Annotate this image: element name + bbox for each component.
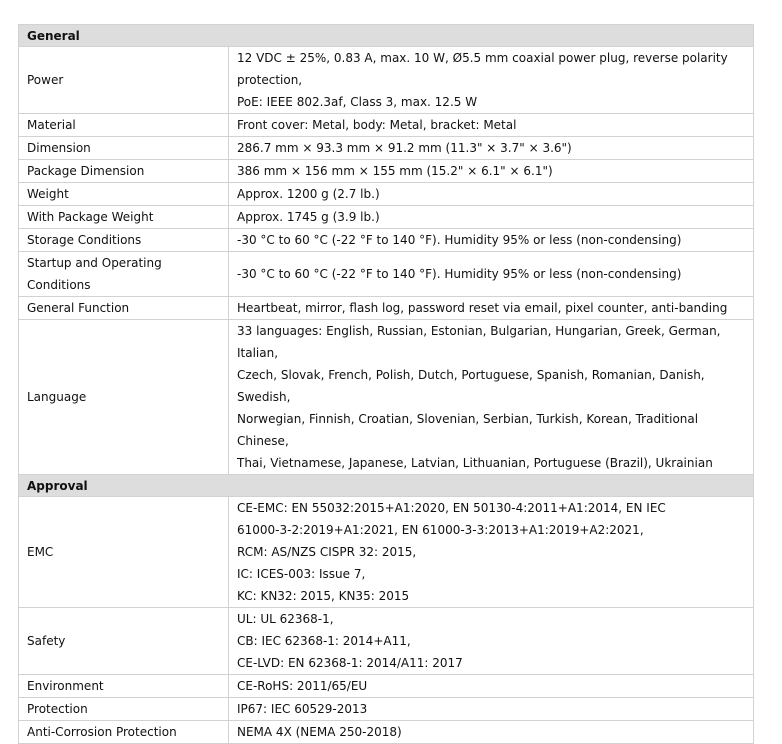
spec-row <box>19 160 754 183</box>
spec-row <box>19 297 754 320</box>
spec-value-line: Thai, Vietnamese, Japanese, Latvian, Lithuanian, Portuguese (Brazil), Ukrainian <box>237 456 713 470</box>
spec-label: Material <box>19 114 229 137</box>
spec-value <box>229 698 754 721</box>
spec-label: Anti-Corrosion Protection <box>19 721 229 744</box>
spec-value-line: CE-LVD: EN 62368-1: 2014/A11: 2017 <box>237 656 463 670</box>
spec-value-line: -30 °C to 60 °C (-22 °F to 140 °F). Humidity 95% or less (non-condensing) <box>237 267 682 281</box>
spec-value-line: UL: UL 62368-1, <box>237 612 334 626</box>
spec-row <box>19 721 754 744</box>
spec-value <box>229 675 754 698</box>
spec-row <box>19 320 754 475</box>
spec-value-line: 12 VDC ± 25%, 0.83 A, max. 10 W, Ø5.5 mm coaxial power plug, reverse polarity <box>237 51 728 65</box>
spec-label: With Package Weight <box>19 206 229 229</box>
spec-row <box>19 698 754 721</box>
spec-value <box>229 160 754 183</box>
spec-value-line: Front cover: Metal, body: Metal, bracket: Metal <box>237 118 517 132</box>
spec-value <box>229 320 754 475</box>
spec-label: Safety <box>19 608 229 675</box>
spec-value-line: 61000-3-2:2019+A1:2021, EN 61000-3-3:2013+A1:2019+A2:2021, <box>237 523 644 537</box>
spec-row <box>19 497 754 608</box>
spec-row <box>19 183 754 206</box>
spec-value <box>229 297 754 320</box>
spec-value <box>229 252 754 297</box>
spec-value <box>229 608 754 675</box>
spec-table <box>18 24 754 744</box>
spec-row <box>19 206 754 229</box>
spec-value-line: IC: ICES-003: Issue 7, <box>237 567 366 581</box>
spec-label: Protection <box>19 698 229 721</box>
spec-label-line: Startup and Operating <box>27 256 162 270</box>
section-title: General <box>19 25 754 47</box>
spec-row <box>19 608 754 675</box>
spec-row <box>19 47 754 114</box>
spec-value-line: PoE: IEEE 802.3af, Class 3, max. 12.5 W <box>237 95 478 109</box>
spec-value <box>229 206 754 229</box>
spec-value <box>229 183 754 206</box>
section-title: Approval <box>19 475 754 497</box>
spec-label: Dimension <box>19 137 229 160</box>
spec-value <box>229 497 754 608</box>
spec-value <box>229 114 754 137</box>
spec-table-body <box>19 25 754 744</box>
section-header-row <box>19 25 754 47</box>
spec-label <box>19 252 229 297</box>
spec-label-line: Conditions <box>27 278 91 292</box>
spec-value-line: Approx. 1200 g (2.7 lb.) <box>237 187 380 201</box>
spec-label: General Function <box>19 297 229 320</box>
spec-label: Package Dimension <box>19 160 229 183</box>
spec-row <box>19 114 754 137</box>
spec-row <box>19 229 754 252</box>
spec-value <box>229 721 754 744</box>
spec-value-line: Norwegian, Finnish, Croatian, Slovenian, Serbian, Turkish, Korean, Traditional Chinese, <box>237 412 699 448</box>
spec-value-line: CE-EMC: EN 55032:2015+A1:2020, EN 50130-4:2011+A1:2014, EN IEC <box>237 501 666 515</box>
spec-row <box>19 252 754 297</box>
spec-value-line: CB: IEC 62368-1: 2014+A11, <box>237 634 411 648</box>
spec-value-line: NEMA 4X (NEMA 250-2018) <box>237 725 402 739</box>
spec-value <box>229 229 754 252</box>
spec-value-line: Approx. 1745 g (3.9 lb.) <box>237 210 380 224</box>
spec-label: Power <box>19 47 229 114</box>
spec-value-line: 386 mm × 156 mm × 155 mm (15.2" × 6.1" × 6.1") <box>237 164 553 178</box>
spec-row <box>19 137 754 160</box>
spec-value-line: protection, <box>237 73 303 87</box>
spec-value-line: Heartbeat, mirror, flash log, password reset via email, pixel counter, anti-banding <box>237 301 728 315</box>
spec-value-line: 33 languages: English, Russian, Estonian, Bulgarian, Hungarian, Greek, German, Italian, <box>237 324 721 360</box>
spec-table-container <box>18 24 753 744</box>
spec-value-line: CE-RoHS: 2011/65/EU <box>237 679 368 693</box>
spec-value-line: KC: KN32: 2015, KN35: 2015 <box>237 589 410 603</box>
spec-value-line: 286.7 mm × 93.3 mm × 91.2 mm (11.3" × 3.7" × 3.6") <box>237 141 572 155</box>
spec-value-line: IP67: IEC 60529-2013 <box>237 702 368 716</box>
spec-value <box>229 137 754 160</box>
spec-row <box>19 675 754 698</box>
spec-label: Weight <box>19 183 229 206</box>
spec-value-line: RCM: AS/NZS CISPR 32: 2015, <box>237 545 417 559</box>
section-header-row <box>19 475 754 497</box>
spec-label: EMC <box>19 497 229 608</box>
spec-label: Storage Conditions <box>19 229 229 252</box>
spec-value <box>229 47 754 114</box>
spec-label: Environment <box>19 675 229 698</box>
spec-value-line: -30 °C to 60 °C (-22 °F to 140 °F). Humidity 95% or less (non-condensing) <box>237 233 682 247</box>
spec-label: Language <box>19 320 229 475</box>
spec-value-line: Czech, Slovak, French, Polish, Dutch, Portuguese, Spanish, Romanian, Danish, Swedish, <box>237 368 705 404</box>
